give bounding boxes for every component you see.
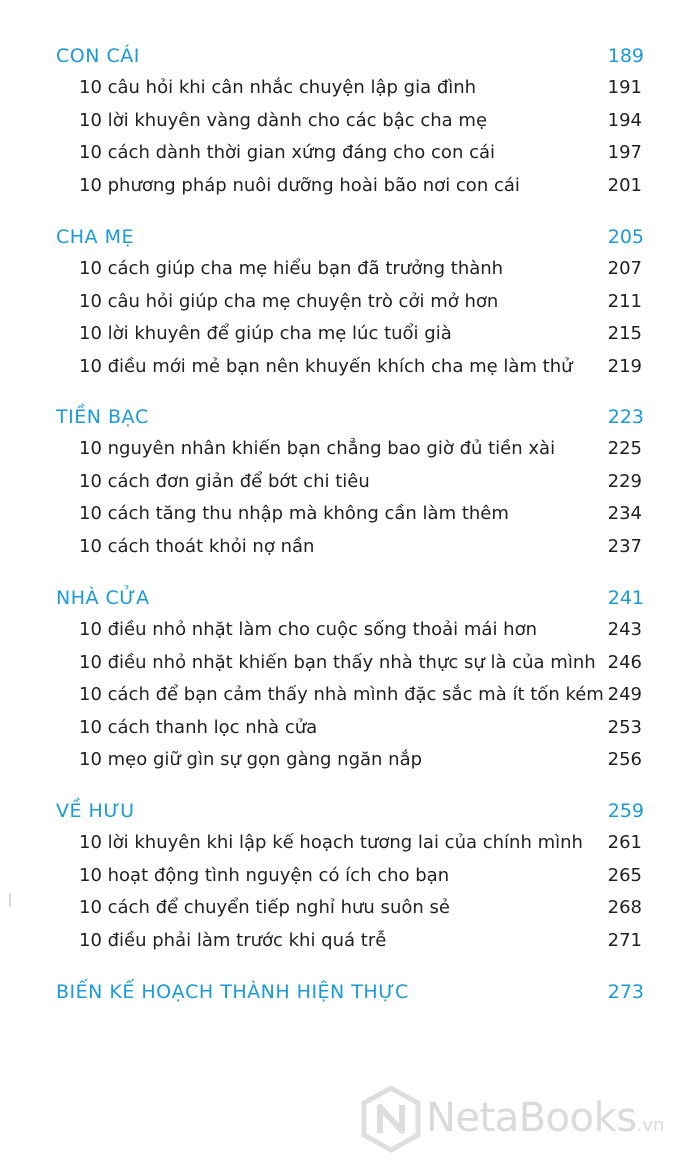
toc-entry[interactable] — [0, 745, 700, 778]
section-header[interactable] — [0, 222, 700, 254]
entry-title: 10 hoạt động tình nguyện có ích cho bạn — [79, 864, 450, 886]
entry-title: 10 điều phải làm trước khi quá trễ — [79, 929, 387, 951]
toc-entry[interactable] — [0, 828, 700, 861]
section-header[interactable] — [0, 402, 700, 434]
entry-page-number: 253 — [607, 716, 642, 738]
toc-entry[interactable] — [0, 73, 700, 106]
watermark — [360, 1085, 690, 1153]
entry-title: 10 điều mới mẻ bạn nên khuyến khích cha mẹ làm thử — [79, 355, 573, 377]
entry-page-number: 268 — [607, 897, 642, 918]
entry-page-number: 201 — [607, 174, 642, 196]
entry-title: 10 cách dành thời gian xứng đáng cho con cái — [79, 142, 495, 163]
section-title: NHÀ CỬA — [56, 587, 150, 609]
section-page-number: 189 — [607, 45, 644, 67]
toc-entry[interactable] — [0, 434, 700, 467]
section-header[interactable] — [0, 977, 700, 1009]
section-page-number: 273 — [607, 981, 644, 1003]
entry-title: 10 cách giúp cha mẹ hiểu bạn đã trưởng thành — [79, 258, 504, 279]
entry-title: 10 câu hỏi khi cân nhắc chuyện lập gia đình — [79, 77, 477, 98]
section-header[interactable] — [0, 41, 700, 73]
entry-title: 10 lời khuyên để giúp cha mẹ lúc tuổi già — [79, 323, 452, 344]
toc-entry[interactable] — [0, 680, 700, 713]
section-page-number: 259 — [607, 800, 644, 822]
entry-page-number: 265 — [607, 864, 642, 886]
toc-section-bien-ke-hoach — [0, 977, 700, 1009]
entry-title: 10 nguyên nhân khiến bạn chẳng bao giờ đủ tiền xài — [79, 438, 556, 459]
entry-title: 10 cách thoát khỏi nợ nần — [79, 535, 315, 557]
entry-page-number: 225 — [607, 438, 642, 459]
toc-entry[interactable] — [0, 861, 700, 894]
section-title: CON CÁI — [56, 45, 140, 67]
netabooks-logo-icon — [360, 1085, 422, 1153]
section-page-number: 223 — [607, 406, 644, 428]
section-header[interactable] — [0, 796, 700, 828]
entry-title: 10 mẹo giữ gìn sự gọn gàng ngăn nắp — [79, 749, 423, 770]
entry-page-number: 197 — [607, 142, 642, 163]
section-title: CHA MẸ — [56, 226, 134, 248]
entry-page-number: 261 — [607, 832, 642, 853]
entry-title: 10 lời khuyên vàng dành cho các bậc cha mẹ — [79, 109, 488, 131]
toc-section-con-cai — [0, 41, 700, 203]
toc-entry[interactable] — [0, 926, 700, 959]
section-page-number: 205 — [607, 226, 644, 248]
entry-title: 10 điều nhỏ nhặt khiến bạn thấy nhà thực sự là của mình — [79, 651, 596, 673]
entry-title: 10 cách để chuyển tiếp nghỉ hưu suôn sẻ — [79, 897, 450, 918]
toc-entry[interactable] — [0, 615, 700, 648]
watermark-text — [426, 1095, 664, 1141]
entry-page-number: 271 — [607, 929, 642, 951]
toc-entry[interactable] — [0, 106, 700, 139]
entry-title: 10 câu hỏi giúp cha mẹ chuyện trò cởi mở hơn — [79, 290, 499, 312]
section-title: TIỀN BẠC — [56, 406, 149, 428]
toc-entry[interactable] — [0, 499, 700, 532]
entry-page-number: 215 — [607, 323, 642, 344]
entry-page-number: 234 — [607, 503, 642, 524]
section-title: VỀ HƯU — [56, 800, 135, 822]
entry-page-number: 191 — [607, 77, 642, 98]
entry-page-number: 207 — [607, 258, 642, 279]
toc-entry[interactable] — [0, 171, 700, 204]
toc-entry[interactable] — [0, 532, 700, 565]
entry-title: 10 lời khuyên khi lập kế hoạch tương lai của chính mình — [79, 832, 583, 853]
entry-title: 10 điều nhỏ nhặt làm cho cuộc sống thoải mái hơn — [79, 619, 537, 640]
toc-entry[interactable] — [0, 713, 700, 746]
toc-entry[interactable] — [0, 648, 700, 681]
entry-title: 10 cách tăng thu nhập mà không cần làm thêm — [79, 503, 509, 524]
toc-entry[interactable] — [0, 352, 700, 385]
entry-page-number: 194 — [607, 109, 642, 131]
section-page-number: 241 — [607, 587, 644, 609]
toc-section-tien-bac — [0, 402, 700, 564]
entry-title: 10 phương pháp nuôi dưỡng hoài bão nơi con cái — [79, 174, 520, 196]
entry-page-number: 219 — [607, 355, 642, 377]
toc-entry[interactable] — [0, 893, 700, 926]
toc-entry[interactable] — [0, 138, 700, 171]
entry-page-number: 229 — [607, 470, 642, 492]
toc-section-cha-me — [0, 222, 700, 384]
entry-page-number: 243 — [607, 619, 642, 640]
toc-entry[interactable] — [0, 319, 700, 352]
toc-section-ve-huu — [0, 796, 700, 958]
entry-page-number: 246 — [607, 651, 642, 673]
entry-page-number: 249 — [607, 684, 642, 705]
entry-page-number: 237 — [607, 535, 642, 557]
entry-page-number: 256 — [607, 749, 642, 770]
toc-entry[interactable] — [0, 287, 700, 320]
section-header[interactable] — [0, 583, 700, 615]
entry-title: 10 cách thanh lọc nhà cửa — [79, 716, 318, 738]
watermark-suffix: .vn — [636, 1115, 665, 1136]
entry-page-number: 211 — [607, 290, 642, 312]
toc-section-nha-cua — [0, 583, 700, 778]
entry-title: 10 cách đơn giản để bớt chi tiêu — [79, 470, 370, 492]
section-title: BIẾN KẾ HOẠCH THÀNH HIỆN THỰC — [56, 981, 409, 1003]
page-edge-mark — [9, 893, 11, 907]
toc-entry[interactable] — [0, 467, 700, 500]
watermark-brand: NetaBooks — [426, 1095, 637, 1141]
toc-entry[interactable] — [0, 254, 700, 287]
entry-title: 10 cách để bạn cảm thấy nhà mình đặc sắc mà ít tốn kém — [79, 684, 604, 705]
